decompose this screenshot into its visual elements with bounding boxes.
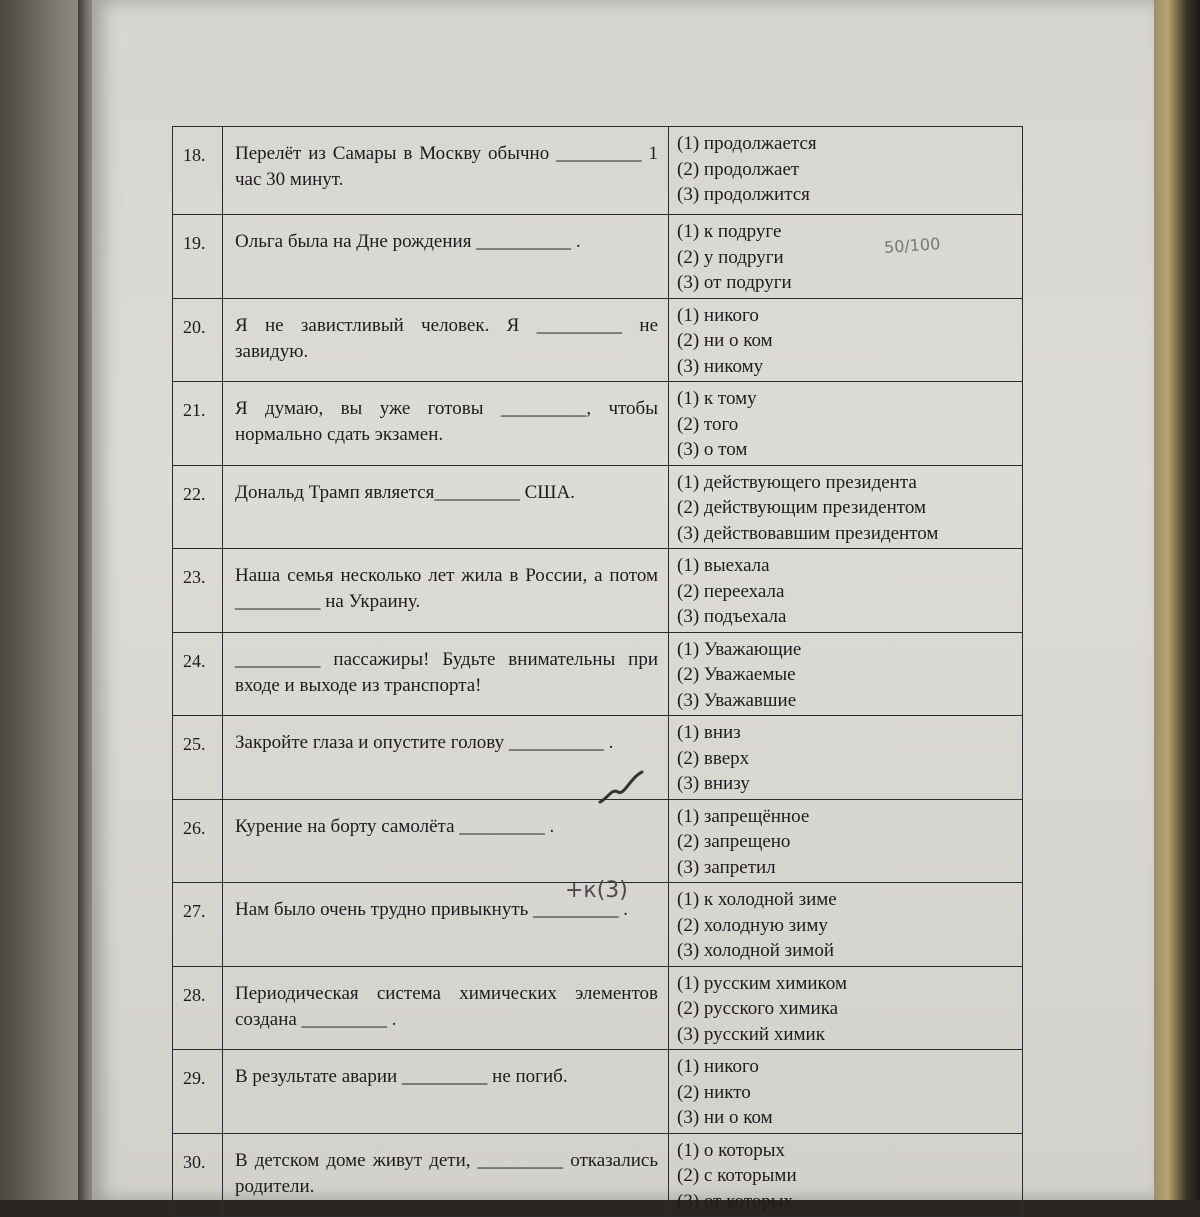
- options-cell: [669, 382, 1023, 466]
- question-cell: [223, 549, 669, 633]
- exercise-row: [173, 799, 1023, 883]
- answer-option: (2) Уважаемые: [677, 664, 796, 685]
- answer-option: (2) никто: [677, 1081, 751, 1103]
- options-list: [669, 299, 1022, 382]
- options-cell: [669, 1133, 1023, 1217]
- answer-option: (2) продолжает: [677, 158, 800, 180]
- options-list: [669, 800, 1022, 883]
- question-cell: [223, 382, 669, 466]
- answer-option: (3) запретил: [677, 856, 776, 878]
- question-cell: [223, 215, 669, 299]
- options-list: [669, 127, 1022, 210]
- options-list: [669, 549, 1022, 632]
- question-number-cell: [173, 716, 223, 800]
- question-cell: [223, 1050, 669, 1134]
- question-number: 28.: [183, 984, 206, 1005]
- options-list: [669, 633, 1022, 716]
- question-text: _________ пассажиры! Будьте внимательны при входе и выходе из транспорта!: [235, 648, 658, 696]
- answer-option: (2) русского химика: [677, 998, 839, 1019]
- exercise-row: [173, 632, 1023, 716]
- question-number: 25.: [183, 734, 206, 754]
- question-number-cell: [173, 883, 223, 967]
- question-number: 30.: [183, 1151, 206, 1172]
- options-cell: [669, 549, 1023, 633]
- options-cell: [669, 215, 1023, 299]
- handwritten-note: +к(3): [565, 878, 628, 903]
- answer-option: (2) вверх: [677, 747, 750, 769]
- question-number: 26.: [183, 817, 206, 838]
- answer-option: (3) от подруги: [677, 272, 792, 293]
- question-number: 23.: [183, 567, 206, 587]
- question-number-cell: [173, 127, 223, 215]
- options-cell: [669, 298, 1023, 382]
- question-text: В детском доме живут дети, _________ отказались родители.: [235, 1149, 658, 1197]
- question-number-cell: [173, 215, 223, 299]
- answer-option: (3) о том: [677, 439, 748, 460]
- answer-option: (3) действовавшим президентом: [677, 522, 939, 544]
- options-cell: [669, 716, 1023, 800]
- exercise-row: [173, 966, 1023, 1050]
- question-text: Перелёт из Самары в Москву обычно _________ 1 час 30 минут.: [235, 143, 658, 190]
- answer-option: (2) холодную зиму: [677, 914, 828, 936]
- handwritten-score: 50/100: [883, 234, 941, 257]
- question-number-cell: [173, 799, 223, 883]
- question-text: Нам было очень трудно привыкнуть _________ .: [235, 899, 629, 920]
- answer-option: (3) холодной зимой: [677, 940, 834, 961]
- options-list: [669, 215, 1022, 298]
- question-number: 24.: [183, 650, 206, 671]
- answer-option: (2) того: [677, 413, 739, 435]
- question-cell: [223, 966, 669, 1050]
- exercise-rows: [173, 127, 1023, 1217]
- answer-option: (1) выехала: [677, 555, 770, 576]
- pen-scribble-icon: [596, 768, 646, 808]
- answer-option: (1) запрещённое: [677, 805, 810, 827]
- question-number-cell: [173, 966, 223, 1050]
- exercise-table: [172, 126, 1023, 1217]
- options-list: [669, 1134, 1022, 1217]
- answer-option: (2) запрещено: [677, 831, 791, 852]
- question-cell: [223, 632, 669, 716]
- answer-option: (1) к холодной зиме: [677, 889, 837, 910]
- answer-option: (1) действующего президента: [677, 471, 917, 493]
- options-list: [669, 883, 1022, 966]
- answer-option: (3) никому: [677, 355, 764, 377]
- question-cell: [223, 127, 669, 215]
- question-number: 22.: [183, 483, 206, 504]
- options-cell: [669, 465, 1023, 549]
- answer-option: (1) вниз: [677, 722, 741, 743]
- answer-option: (3) ни о ком: [677, 1107, 773, 1128]
- question-text: Наша семья несколько лет жила в России, а потом _________ на Украину.: [235, 565, 658, 612]
- question-number-cell: [173, 1050, 223, 1134]
- options-cell: [669, 632, 1023, 716]
- answer-option: (3) от которых: [677, 1190, 794, 1212]
- exercise-row: [173, 465, 1023, 549]
- question-number: 20.: [183, 316, 206, 337]
- answer-option: (3) Уважавшие: [677, 689, 797, 711]
- question-number: 29.: [183, 1068, 206, 1088]
- exercise-row: [173, 382, 1023, 466]
- options-list: [669, 716, 1022, 799]
- options-list: [669, 382, 1022, 465]
- answer-option: (1) к подруге: [677, 221, 782, 242]
- question-text: Я не завистливый человек. Я _________ не завидую.: [235, 314, 658, 362]
- exercise-row: [173, 127, 1023, 215]
- question-cell: [223, 799, 669, 883]
- options-cell: [669, 127, 1023, 215]
- answer-option: (3) русский химик: [677, 1023, 825, 1045]
- answer-option: (3) продолжится: [677, 184, 810, 205]
- options-list: [669, 967, 1022, 1050]
- question-cell: [223, 1133, 669, 1217]
- question-number-cell: [173, 1133, 223, 1217]
- answer-option: (1) никого: [677, 1056, 759, 1077]
- options-cell: [669, 799, 1023, 883]
- question-number-cell: [173, 632, 223, 716]
- page-edge: [1154, 0, 1200, 1200]
- options-cell: [669, 1050, 1023, 1134]
- answer-option: (3) внизу: [677, 773, 750, 794]
- answer-option: (1) о которых: [677, 1139, 785, 1161]
- answer-option: (2) действующим президентом: [677, 497, 926, 518]
- exercise-row: [173, 215, 1023, 299]
- options-cell: [669, 966, 1023, 1050]
- answer-option: (2) у подруги: [677, 246, 784, 268]
- question-text: Периодическая система химических элементов создана _________ .: [235, 982, 658, 1030]
- options-list: [669, 466, 1022, 549]
- question-text: В результате аварии _________ не погиб.: [235, 1066, 568, 1087]
- answer-option: (1) к тому: [677, 388, 757, 409]
- question-number: 18.: [183, 145, 206, 165]
- answer-option: (1) никого: [677, 304, 759, 326]
- exercise-row: [173, 1050, 1023, 1134]
- question-number-cell: [173, 549, 223, 633]
- question-number: 27.: [183, 901, 206, 921]
- answer-option: (2) с которыми: [677, 1165, 797, 1186]
- question-text: Ольга была на Дне рождения __________ .: [235, 231, 581, 252]
- question-text: Я думаю, вы уже готовы _________, чтобы нормально сдать экзамен.: [235, 398, 658, 445]
- question-number: 19.: [183, 233, 206, 253]
- answer-option: (2) переехала: [677, 580, 785, 602]
- question-number-cell: [173, 465, 223, 549]
- question-text: Курение на борту самолёта _________ .: [235, 815, 555, 837]
- answer-option: (2) ни о ком: [677, 330, 773, 351]
- answer-option: (1) Уважающие: [677, 638, 802, 660]
- options-cell: [669, 883, 1023, 967]
- exercise-row: [173, 1133, 1023, 1217]
- question-text: Дональд Трамп является_________ США.: [235, 481, 575, 503]
- question-cell: [223, 465, 669, 549]
- question-number: 21.: [183, 400, 206, 420]
- answer-option: (1) продолжается: [677, 133, 817, 154]
- answer-option: (1) русским химиком: [677, 972, 847, 994]
- exercise-row: [173, 549, 1023, 633]
- question-cell: [223, 298, 669, 382]
- options-list: [669, 1050, 1022, 1133]
- question-number-cell: [173, 298, 223, 382]
- question-text: Закройте глаза и опустите голову __________ .: [235, 732, 614, 753]
- exercise-row: [173, 298, 1023, 382]
- answer-option: (3) подъехала: [677, 606, 787, 627]
- question-number-cell: [173, 382, 223, 466]
